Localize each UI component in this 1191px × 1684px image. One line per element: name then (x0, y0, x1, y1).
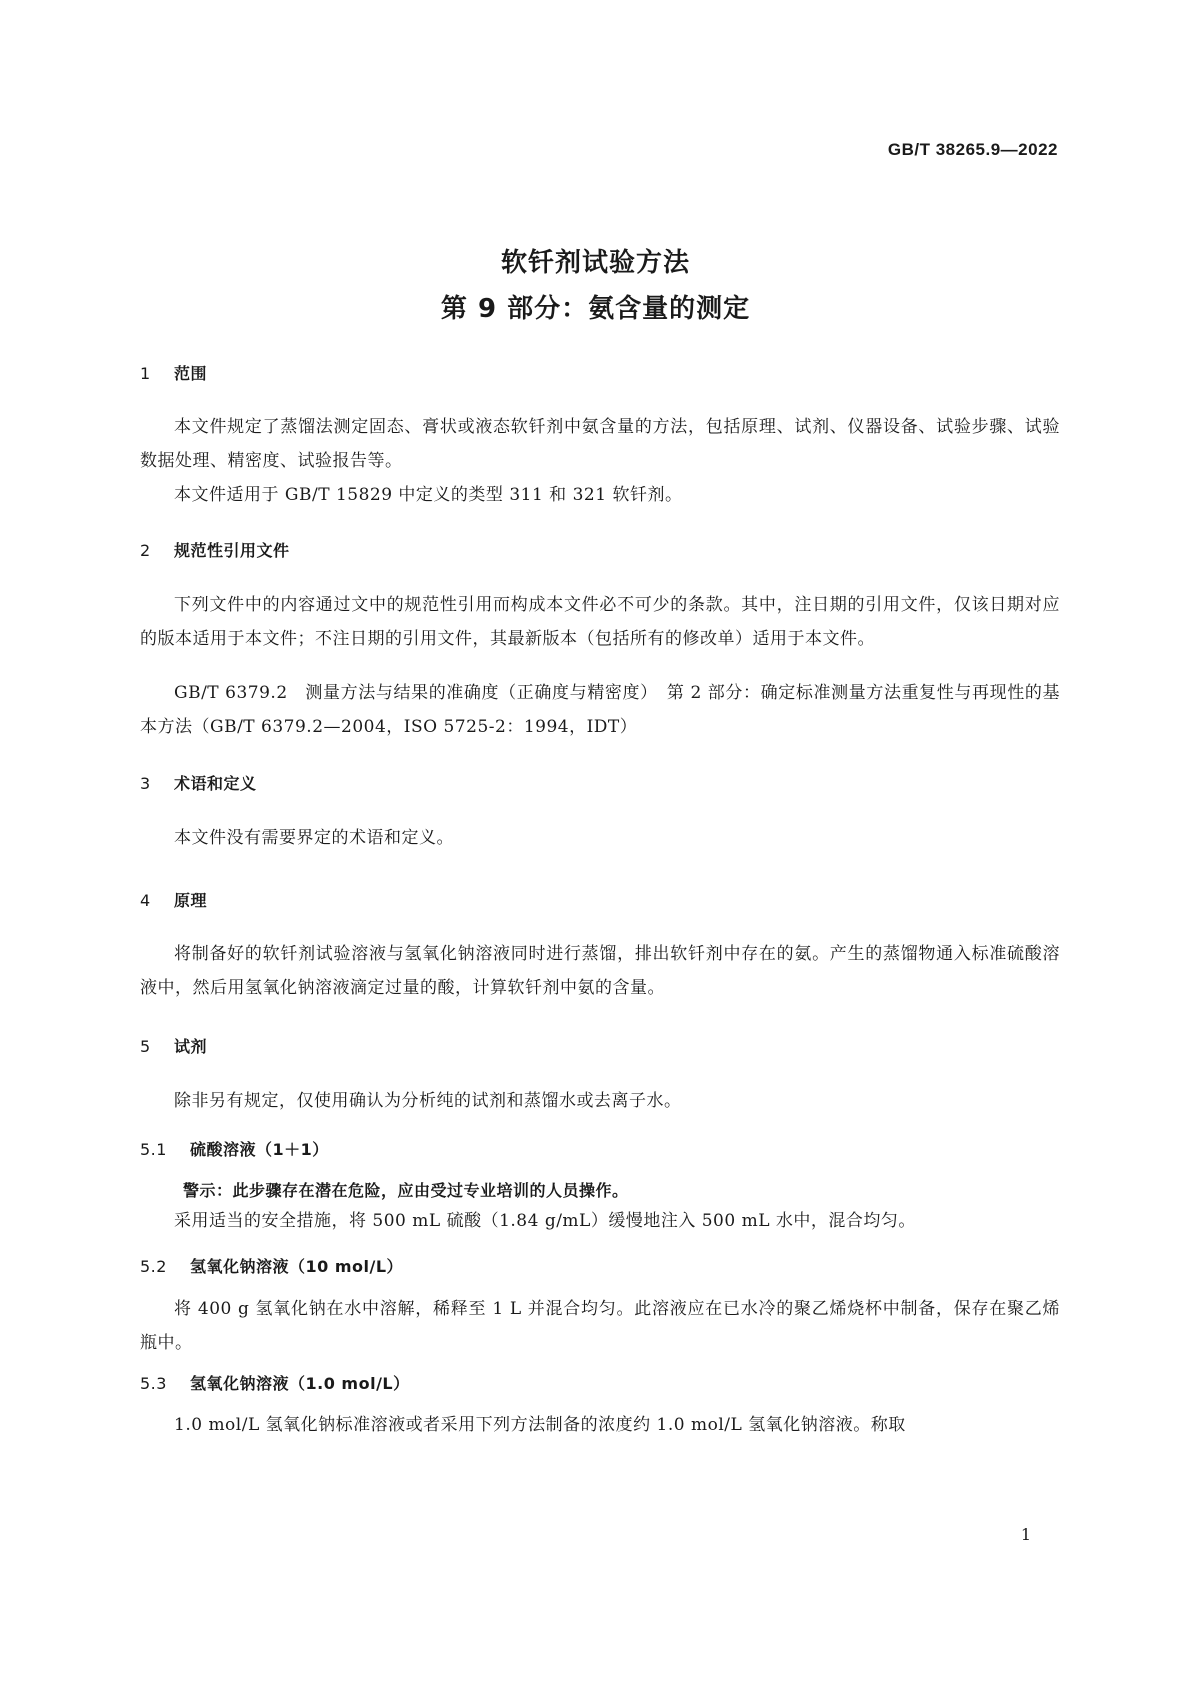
section-number: 3 (140, 774, 151, 793)
warning-text: 警示：此步骤存在潜在危险，应由受过专业培训的人员操作。 (183, 1181, 629, 1200)
paragraph: 采用适当的安全措施，将 500 mL 硫酸（1.84 g/mL）缓慢地注入 500 mL 水中，混合均匀。 (174, 1211, 916, 1231)
document-subtitle: 第 9 部分：氨含量的测定 (440, 294, 751, 324)
paragraph: GB/T 6379.2 测量方法与结果的准确度（正确度与精密度） 第 2 部分：确定标准测量方法重复性与再现性的基本方法（GB/T 6379.2—2004，ISO 5725-2：1994，IDT） (140, 683, 1060, 737)
subsection-number: 5.1 (140, 1140, 167, 1159)
subsection-number: 5.2 (140, 1257, 167, 1276)
paragraph: 本文件适用于 GB/T 15829 中定义的类型 311 和 321 软钎剂。 (174, 485, 683, 505)
paragraph: 除非另有规定，仅使用确认为分析纯的试剂和蒸馏水或去离子水。 (174, 1091, 682, 1111)
section-number: 5 (140, 1037, 151, 1056)
subsection-heading-5-3 (140, 1371, 410, 1394)
section-number: 2 (140, 541, 151, 560)
section-title: 原理 (174, 891, 208, 910)
subsection-number: 5.3 (140, 1374, 167, 1393)
paragraph: 下列文件中的内容通过文中的规范性引用而构成本文件必不可少的条款。其中，注日期的引用文件，仅该日期对应的版本适用于本文件；不注日期的引用文件，其最新版本（包括所有的修改单）适用于本文件。 (140, 595, 1060, 649)
section-title: 试剂 (174, 1037, 208, 1056)
paragraph: 将 400 g 氢氧化钠在水中溶解，稀释至 1 L 并混合均匀。此溶液应在已水冷的聚乙烯烧杯中制备，保存在聚乙烯瓶中。 (140, 1299, 1060, 1353)
section-heading-3 (140, 771, 257, 794)
section-heading-4 (140, 888, 207, 911)
section-heading-1 (140, 361, 207, 384)
section-title: 术语和定义 (174, 774, 257, 793)
page-number: 1 (1020, 1525, 1031, 1544)
section-number: 1 (140, 364, 151, 383)
section-title: 范围 (174, 364, 208, 383)
section-heading-2 (140, 538, 290, 561)
section-number: 4 (140, 891, 151, 910)
subsection-title: 硫酸溶液（1＋1） (190, 1140, 329, 1159)
paragraph: 将制备好的软钎剂试验溶液与氢氧化钠溶液同时进行蒸馏，排出软钎剂中存在的氨。产生的蒸馏物通入标准硫酸溶液中，然后用氢氧化钠溶液滴定过量的酸，计算软钎剂中氨的含量。 (140, 944, 1060, 998)
paragraph: 本文件没有需要界定的术语和定义。 (174, 828, 454, 848)
paragraph: 本文件规定了蒸馏法测定固态、膏状或液态软钎剂中氨含量的方法，包括原理、试剂、仪器设备、试验步骤、试验数据处理、精密度、试验报告等。 (140, 417, 1060, 471)
paragraph: 1.0 mol/L 氢氧化钠标准溶液或者采用下列方法制备的浓度约 1.0 mol/L 氢氧化钠溶液。称取 (174, 1415, 906, 1435)
document-title: 软钎剂试验方法 (500, 248, 690, 278)
subsection-title: 氢氧化钠溶液（10 mol/L） (190, 1257, 404, 1276)
subsection-heading-5-1 (140, 1137, 329, 1160)
subsection-title: 氢氧化钠溶液（1.0 mol/L） (190, 1374, 410, 1393)
section-heading-5 (140, 1034, 207, 1057)
section-title: 规范性引用文件 (174, 541, 290, 560)
subsection-heading-5-2 (140, 1254, 403, 1277)
standard-code: GB/T 38265.9—2022 (887, 140, 1058, 159)
